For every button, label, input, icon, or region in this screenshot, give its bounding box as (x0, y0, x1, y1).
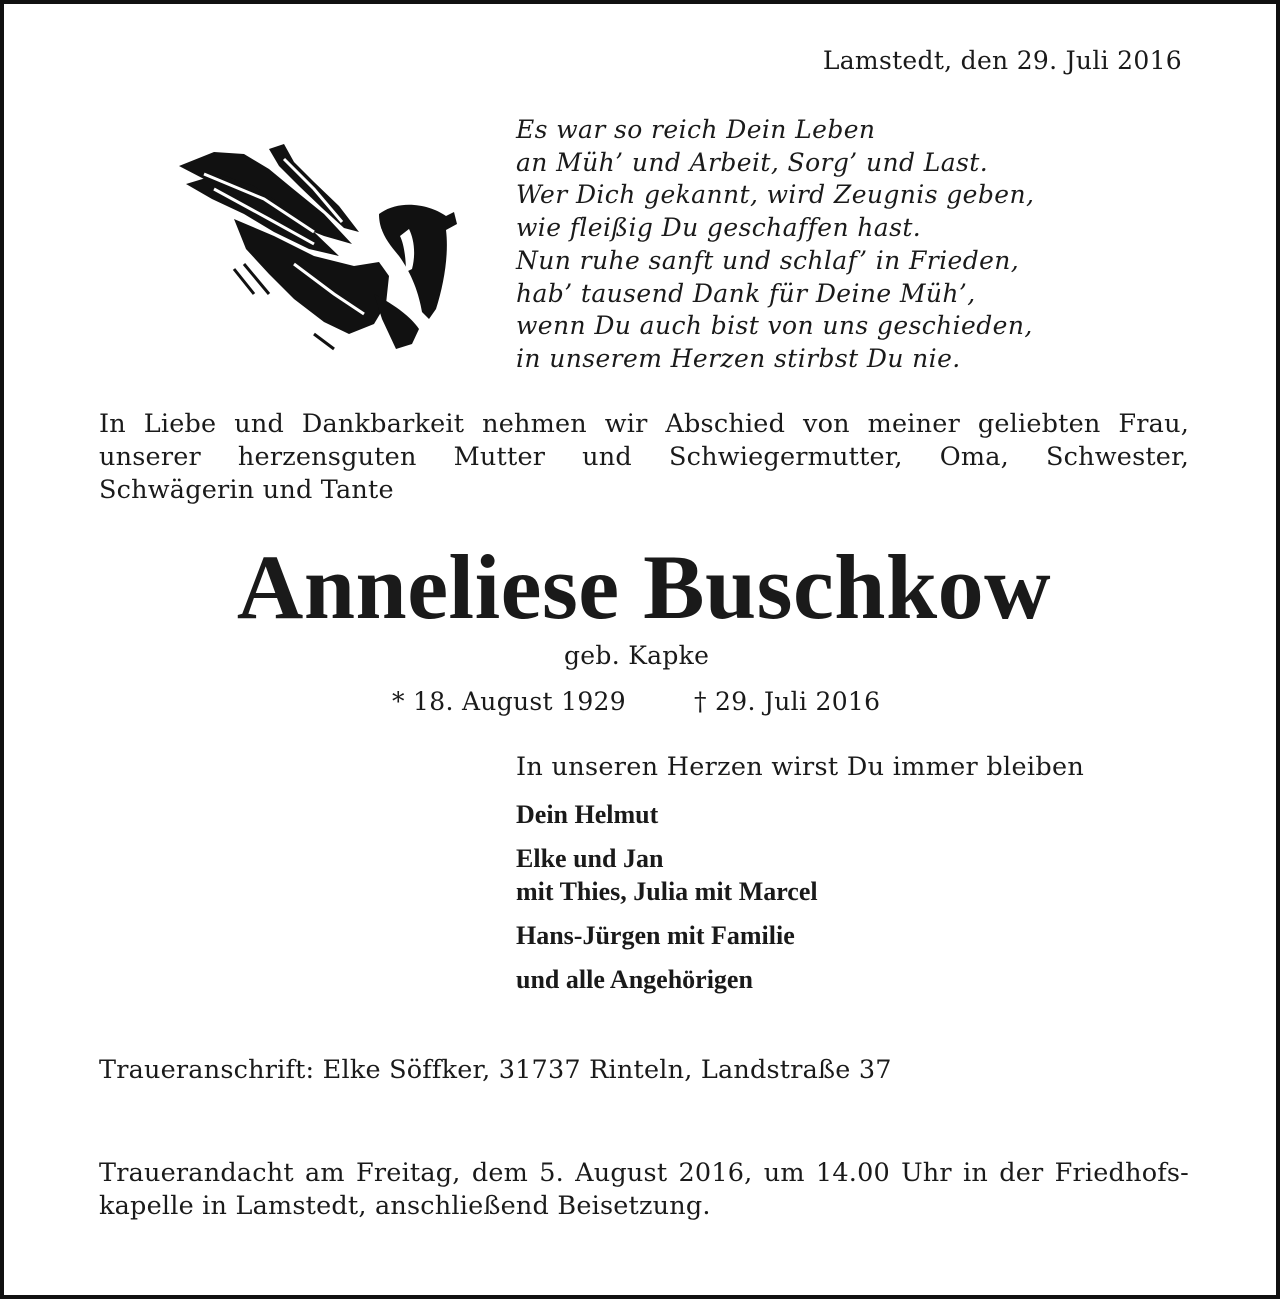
poem (516, 114, 1034, 376)
signer-line: und alle Angehörigen (516, 965, 753, 994)
poem-line: an Müh’ und Arbeit, Sorg’ und Last. (516, 147, 989, 177)
poem-line: Es war so reich Dein Leben (516, 115, 876, 144)
signer-group (516, 963, 818, 996)
signer-line: mit Thies, Julia mit Marcel (516, 877, 818, 906)
service-info (99, 1157, 1189, 1223)
poem-line: wie fleißig Du geschaffen hast. (516, 213, 922, 243)
poem-line: Wer Dich gekannt, wird Zeugnis geben, (516, 180, 1035, 210)
intro-line: unserer herzensguten Mutter und Schwiegermutter, Oma, Schwester, (99, 442, 1189, 472)
service-line: kapelle in Lamstedt, anschließend Beisetzung. (99, 1191, 711, 1221)
signer-group (516, 919, 818, 952)
signer-group (516, 842, 818, 908)
intro-paragraph (99, 408, 1189, 507)
signer-line: Dein Helmut (516, 800, 659, 829)
signer-group (516, 798, 818, 831)
praying-hands-icon (174, 144, 464, 359)
intro-line: In Liebe und Dankbarkeit nehmen wir Abschied von meiner geliebten Frau, (99, 409, 1189, 439)
service-line: Trauerandacht am Freitag, dem 5. August 2016, um 14.00 Uhr in der Friedhofs- (99, 1158, 1189, 1188)
mourning-address: Traueranschrift: Elke Söffker, 31737 Rinteln, Landstraße 37 (99, 1055, 892, 1085)
birth-date: * 18. August 1929 (392, 687, 626, 716)
signers-list (516, 798, 818, 1007)
place-date: Lamstedt, den 29. Juli 2016 (822, 46, 1182, 75)
intro-line: Schwägerin und Tante (99, 475, 394, 505)
maiden-name: geb. Kapke (564, 641, 710, 670)
poem-line: hab’ tausend Dank für Deine Müh’, (516, 278, 976, 308)
signer-line: Elke und Jan (516, 844, 664, 873)
poem-line: wenn Du auch bist von uns geschieden, (516, 311, 1033, 341)
poem-line: Nun ruhe sanft und schlaf’ in Frieden, (516, 245, 1020, 275)
deceased-name: Anneliese Buschkow (236, 536, 1052, 638)
signer-line: Hans-Jürgen mit Familie (516, 921, 795, 950)
poem-line: in unserem Herzen stirbst Du nie. (516, 343, 961, 373)
closing-line: In unseren Herzen wirst Du immer bleiben (516, 752, 1085, 782)
death-date: † 29. Juli 2016 (694, 687, 881, 716)
